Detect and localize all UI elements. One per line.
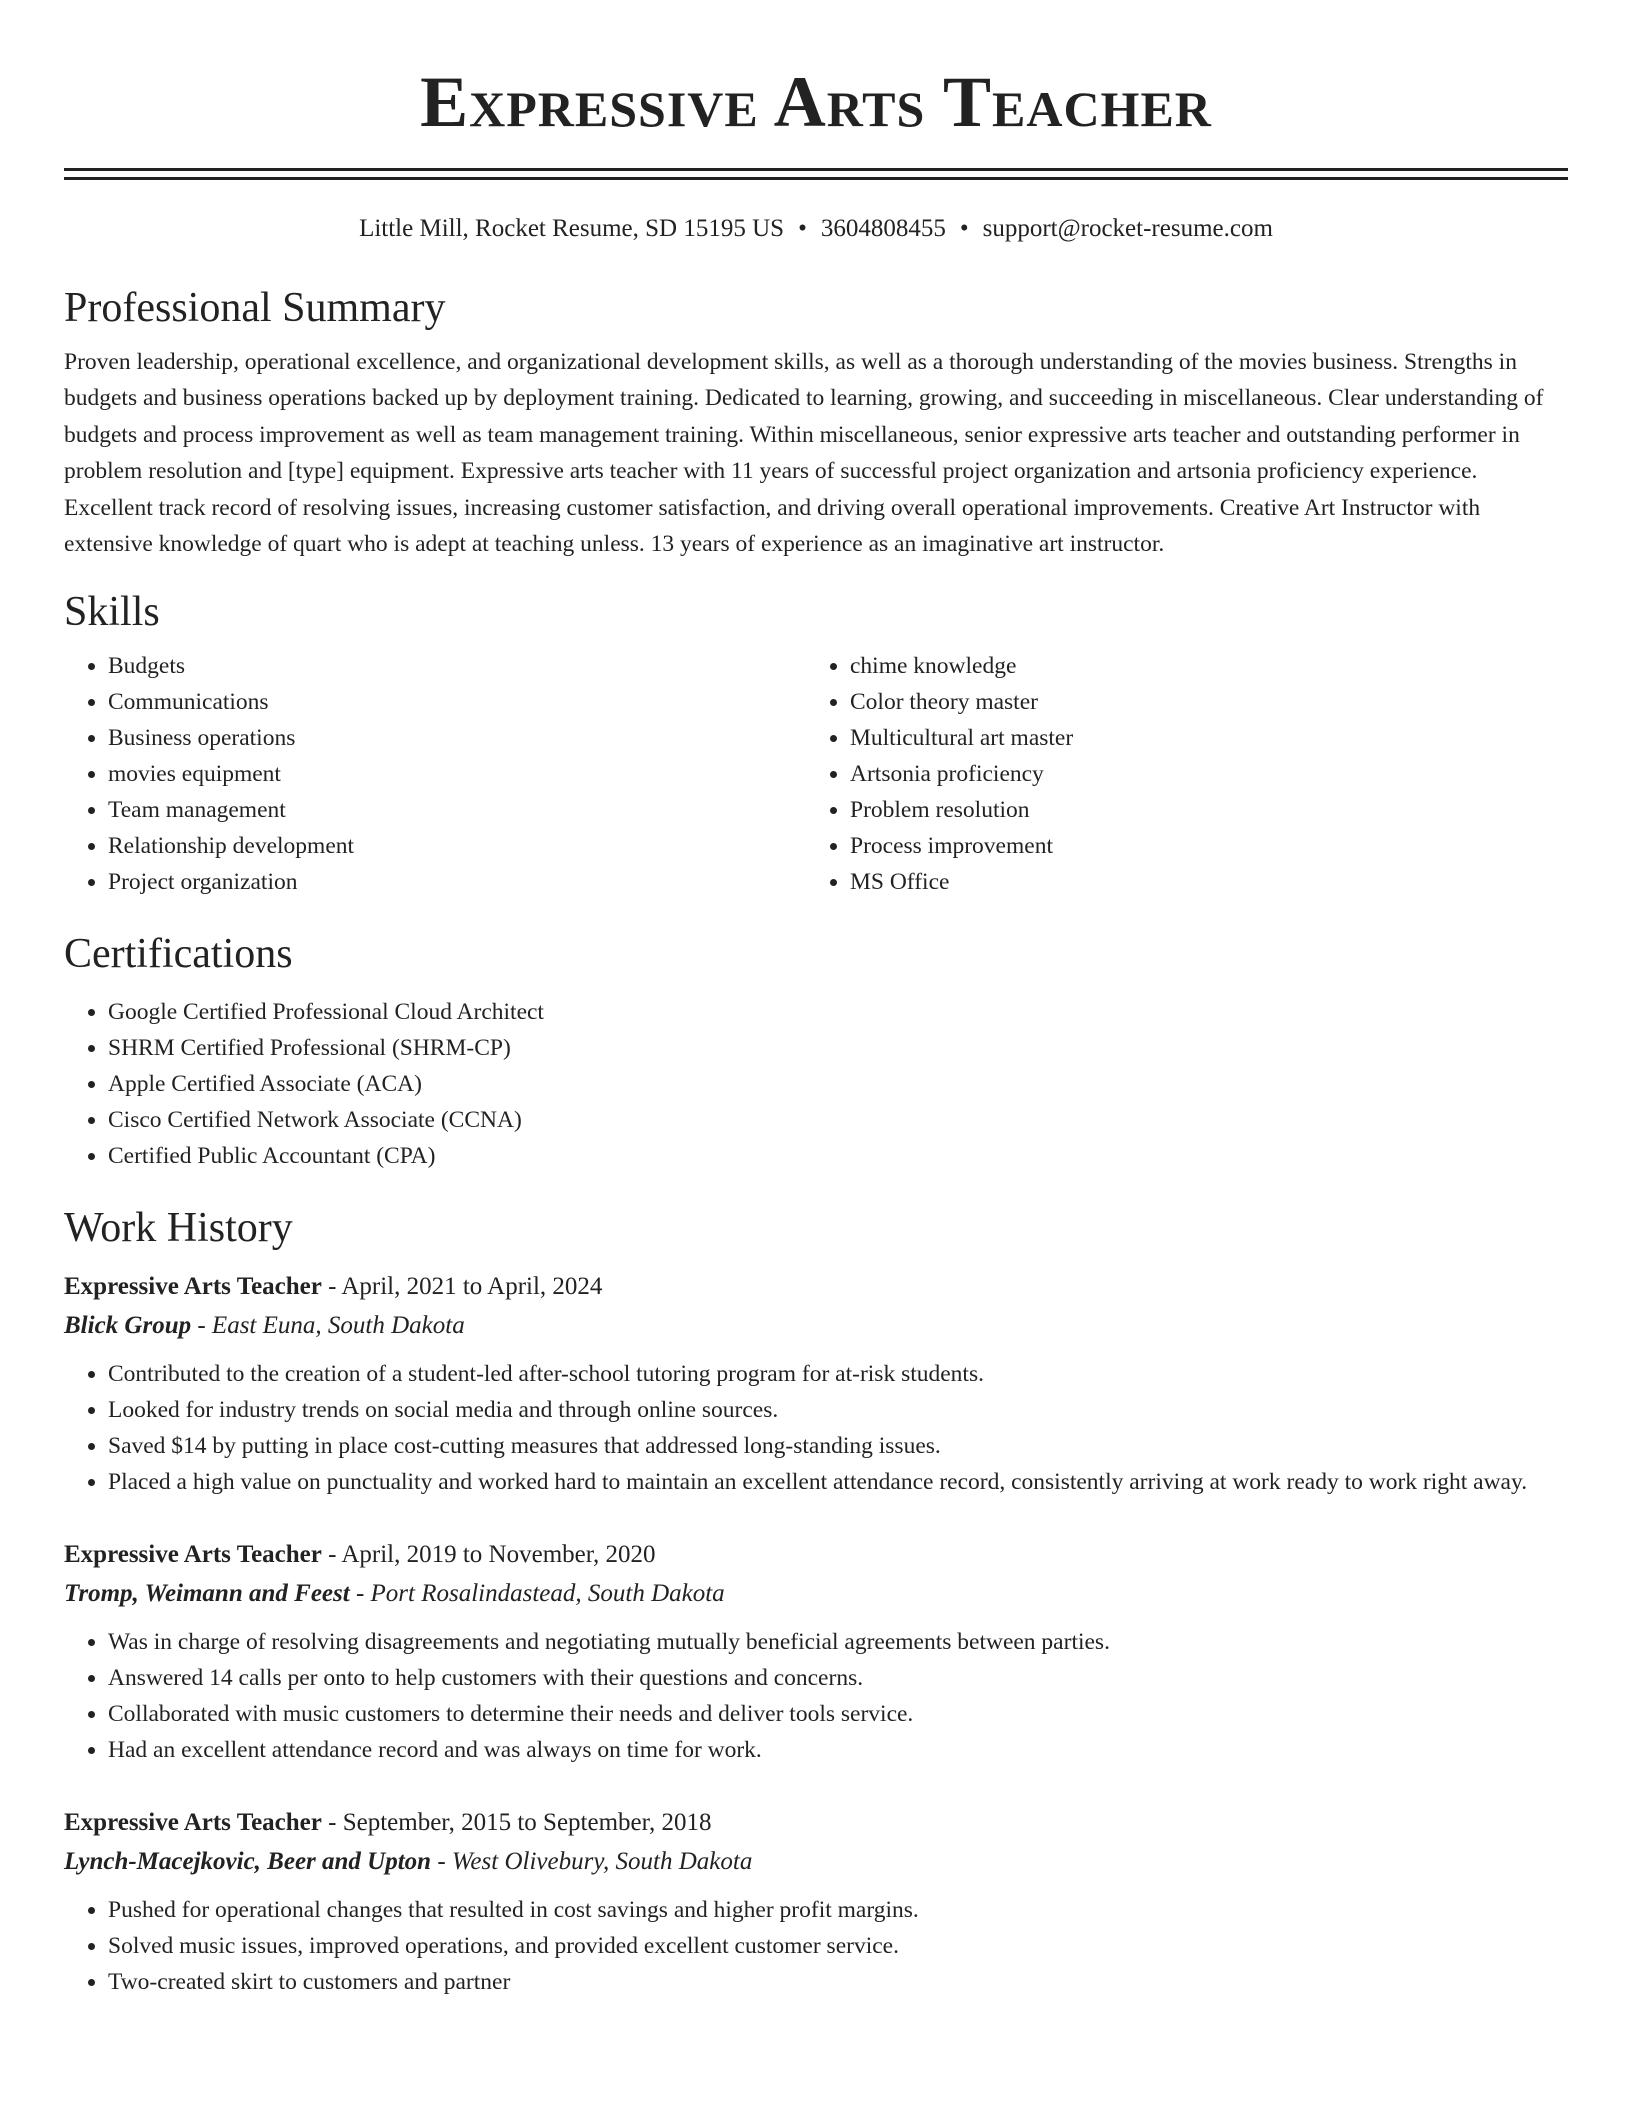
skill-item: • Color theory master xyxy=(850,684,1548,720)
job-bullets xyxy=(64,1356,1568,1500)
certification-item: • Google Certified Professional Cloud Architect xyxy=(108,994,1568,1030)
contact-line xyxy=(64,212,1568,246)
job-bullet: • Contributed to the creation of a student-led after-school tutoring program for at-risk students. xyxy=(108,1356,1568,1392)
header-double-rule xyxy=(64,168,1568,180)
contact-separator: • xyxy=(798,215,807,242)
job-entry xyxy=(64,1268,1568,1500)
job-title-line xyxy=(64,1804,1568,1842)
skill-item: • Artsonia proficiency xyxy=(850,756,1548,792)
job-bullet: • Saved $14 by putting in place cost-cutting measures that addressed long-standing issues. xyxy=(108,1428,1568,1464)
job-title-line xyxy=(64,1536,1568,1574)
skill-item: • chime knowledge xyxy=(850,648,1548,684)
job-bullet: • Collaborated with music customers to determine their needs and deliver tools service. xyxy=(108,1696,1568,1732)
job-company: Lynch-Macejkovic, Beer and Upton xyxy=(64,1848,432,1876)
skill-item: • Multicultural art master xyxy=(850,720,1548,756)
skill-item: • Communications xyxy=(108,684,806,720)
job-bullet: • Had an excellent attendance record and was always on time for work. xyxy=(108,1732,1568,1768)
certification-item: • Certified Public Accountant (CPA) xyxy=(108,1138,1568,1174)
job-bullet: • Answered 14 calls per onto to help customers with their questions and concerns. xyxy=(108,1660,1568,1696)
job-company-line xyxy=(64,1842,1568,1882)
skill-item: • Project organization xyxy=(108,864,806,900)
resume-page xyxy=(64,0,1568,2000)
skill-item: • movies equipment xyxy=(108,756,806,792)
job-dates: - April, 2019 to November, 2020 xyxy=(321,1541,656,1569)
job-bullet: • Two-created skirt to customers and partner xyxy=(108,1964,1568,2000)
job-company-line xyxy=(64,1574,1568,1614)
job-bullet: • Pushed for operational changes that resulted in cost savings and higher profit margins. xyxy=(108,1892,1568,1928)
job-location: - East Euna, South Dakota xyxy=(191,1312,465,1340)
contact-email: support@rocket-resume.com xyxy=(982,215,1273,242)
skills-heading: Skills xyxy=(64,589,160,636)
skill-item: • Relationship development xyxy=(108,828,806,864)
job-bullet: • Solved music issues, improved operations, and provided excellent customer service. xyxy=(108,1928,1568,1964)
certifications-list xyxy=(64,994,1568,1174)
job-dates: - September, 2015 to September, 2018 xyxy=(321,1809,712,1837)
job-location: - West Olivebury, South Dakota xyxy=(431,1848,753,1876)
job-title: Expressive Arts Teacher xyxy=(64,1273,322,1301)
job-bullet: • Was in charge of resolving disagreements and negotiating mutually beneficial agreements between parties. xyxy=(108,1624,1568,1660)
job-company: Blick Group xyxy=(64,1312,192,1340)
work-history-heading: Work History xyxy=(64,1205,293,1252)
resume-name: Expressive Arts Teacher xyxy=(420,62,1212,142)
summary-text: Proven leadership, operational excellence, and organizational development skills, as well as a thorough understanding of the movies business. Strengths in budgets and business operations backed up by deployment training. Dedicated to learning, growing, and succeeding in miscellaneous. Clear understanding of budgets and process improvement as well as team management training. Within miscellaneous, senior expressive arts teacher and outstanding performer in problem resolution and [type] equipment. Expressive arts teacher with 11 years of successful project organization and artsonia proficiency experience. Excellent track record of resolving issues, increasing customer satisfaction, and driving overall operational improvements. Creative Art Instructor with extensive knowledge of quart who is adept at teaching unless. 13 years of experience as an imaginative art instructor. xyxy=(64,349,1544,558)
skill-item: • MS Office xyxy=(850,864,1548,900)
job-entry xyxy=(64,1804,1568,2000)
summary-heading: Professional Summary xyxy=(64,285,446,331)
skills-list xyxy=(64,648,1568,900)
job-company: Tromp, Weimann and Feest xyxy=(64,1580,350,1608)
job-dates: - April, 2021 to April, 2024 xyxy=(321,1273,603,1301)
skill-item: • Team management xyxy=(108,792,806,828)
contact-phone: 3604808455 xyxy=(820,215,946,242)
certification-item: • SHRM Certified Professional (SHRM-CP) xyxy=(108,1030,1568,1066)
job-title: Expressive Arts Teacher xyxy=(64,1541,322,1569)
job-title: Expressive Arts Teacher xyxy=(64,1809,322,1837)
certification-item: • Cisco Certified Network Associate (CCNA) xyxy=(108,1102,1568,1138)
job-title-line xyxy=(64,1268,1568,1306)
certifications-heading: Certifications xyxy=(64,931,293,978)
contact-separator: • xyxy=(959,215,969,242)
job-location: - Port Rosalindastead, South Dakota xyxy=(349,1580,725,1608)
skills-column-right xyxy=(806,648,1548,900)
skill-item: • Business operations xyxy=(108,720,806,756)
job-bullet: • Looked for industry trends on social media and through online sources. xyxy=(108,1392,1568,1428)
skill-item: • Process improvement xyxy=(850,828,1548,864)
job-company-line xyxy=(64,1306,1568,1346)
job-entry xyxy=(64,1536,1568,1768)
skills-column-left xyxy=(64,648,806,900)
skill-item: • Problem resolution xyxy=(850,792,1548,828)
job-bullets xyxy=(64,1892,1568,2000)
skill-item: • Budgets xyxy=(108,648,806,684)
contact-address: Little Mill, Rocket Resume, SD 15195 US xyxy=(359,215,785,242)
certification-item: • Apple Certified Associate (ACA) xyxy=(108,1066,1568,1102)
job-bullet: • Placed a high value on punctuality and worked hard to maintain an excellent attendance record, consistently arriving at work ready to work right away. xyxy=(108,1464,1568,1500)
job-bullets xyxy=(64,1624,1568,1768)
